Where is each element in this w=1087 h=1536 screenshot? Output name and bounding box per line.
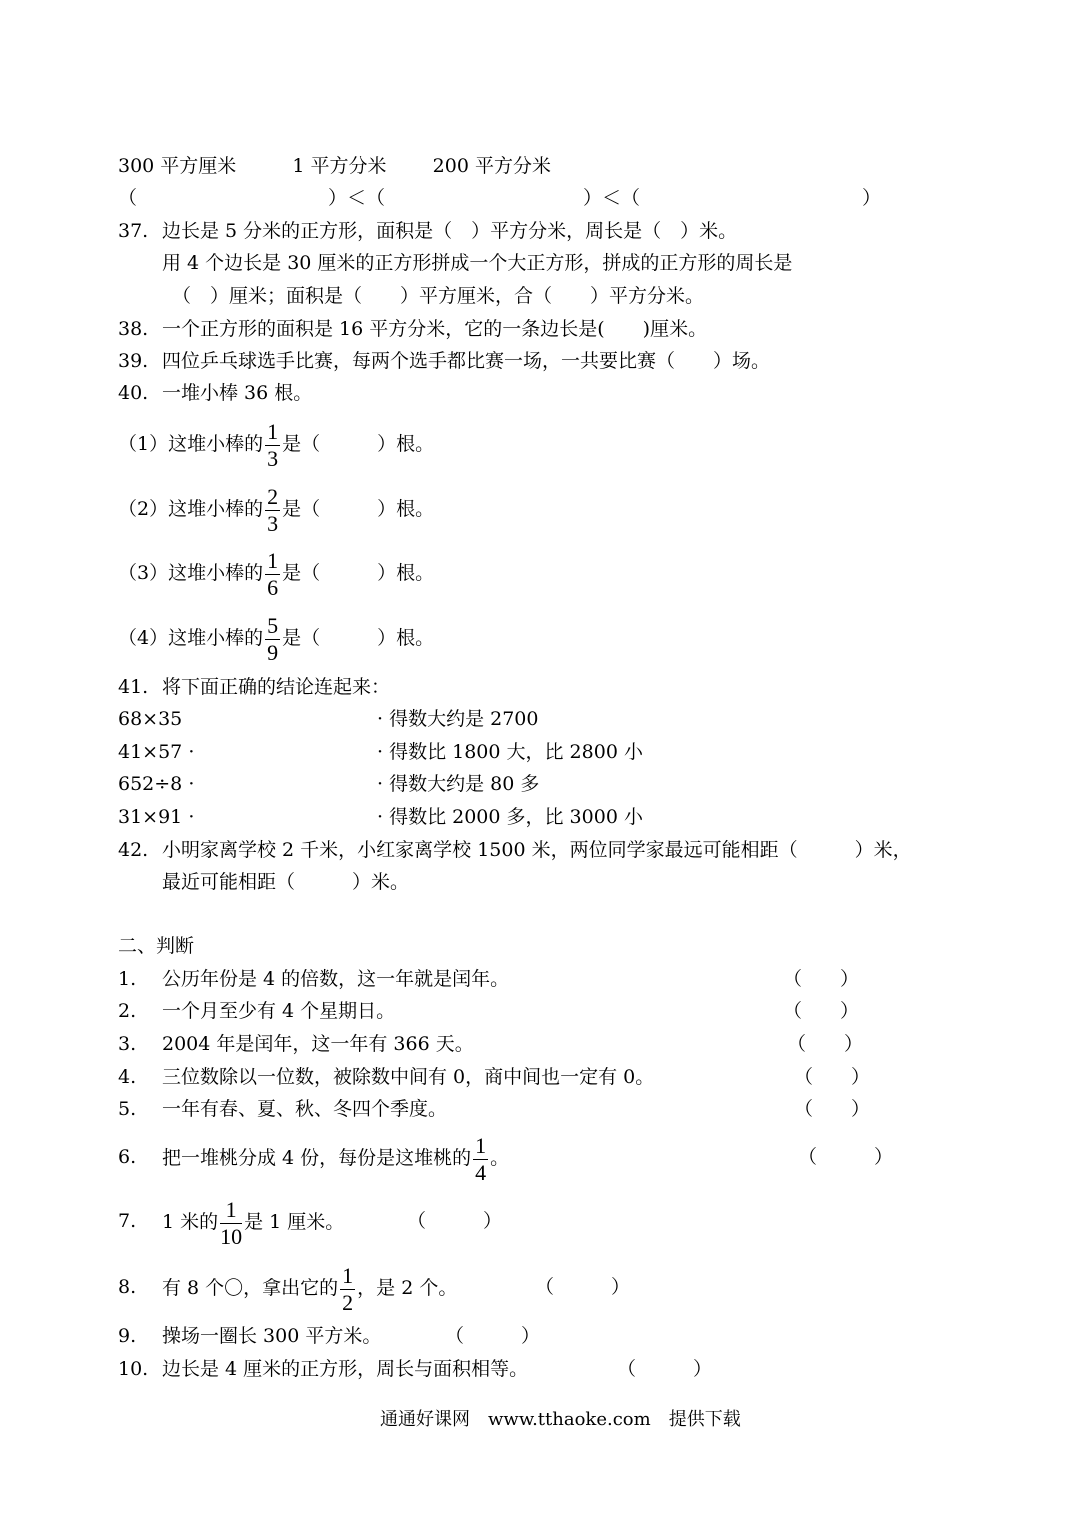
- q40-item-3: [118, 544, 434, 602]
- judge-2-text: 一个月至少有 4 个星期日。: [162, 1000, 396, 1022]
- q40-number: 40.: [118, 382, 149, 404]
- judge-4-text: 三位数除以一位数，被除数中间有 0，商中间也一定有 0。: [162, 1066, 655, 1088]
- unit-3: 200 平方分米: [432, 155, 551, 177]
- units-line: [118, 157, 551, 176]
- q41-right-3: · 得数大约是 80 多: [377, 773, 540, 795]
- q40-item-3-tail: 是（ ）根。: [282, 562, 435, 584]
- judge-7-paren: （ ）: [407, 1210, 503, 1232]
- q39-text: 四位乒乓球选手比赛，每两个选手都比赛一场，一共要比赛（ ）场。: [162, 350, 771, 372]
- judge-10-number: 10.: [118, 1358, 149, 1380]
- q40-item-3-label: （3）这堆小棒的: [118, 562, 264, 584]
- judge-2-paren: （ ）: [783, 1000, 860, 1022]
- q41-left-1: 68×35: [118, 708, 183, 730]
- q37-number: 37.: [118, 220, 149, 242]
- judge-1-text: 公历年份是 4 的倍数，这一年就是闰年。: [162, 968, 510, 990]
- judge-6-paren: （ ）: [798, 1146, 894, 1168]
- q37-line-2: 用 4 个边长是 30 厘米的正方形拼成一个大正方形，拼成的正方形的周长是: [162, 252, 793, 274]
- q37-line-1: 边长是 5 分米的正方形，面积是（ ）平方分米，周长是（ ）米。: [162, 220, 738, 242]
- judge-3-text: 2004 年是闰年，这一年有 366 天。: [162, 1033, 474, 1055]
- judge-7-text: 1 米的 $\frac{1}{10}$ 是 1 厘米。: [162, 1196, 345, 1249]
- q41-left-2: 41×57 ·: [118, 741, 195, 763]
- judge-8-number: 8.: [118, 1276, 137, 1298]
- unit-1: 300 平方厘米: [118, 155, 237, 177]
- q40-item-4: [118, 609, 434, 667]
- q40-item-1-label: （1）这堆小棒的: [118, 433, 264, 455]
- judge-6-number: 6.: [118, 1146, 137, 1168]
- fraction: $\frac{2}{3}$: [267, 483, 279, 536]
- q40-item-2-label: （2）这堆小棒的: [118, 498, 264, 520]
- fraction: $\frac{1}{10}$: [220, 1196, 243, 1249]
- q40-item-1-tail: 是（ ）根。: [282, 433, 435, 455]
- judge-3-paren: （ ）: [787, 1033, 864, 1055]
- fraction: $\frac{1}{3}$: [267, 418, 279, 471]
- q40-item-2: [118, 480, 434, 538]
- judge-9-number: 9.: [118, 1325, 137, 1347]
- judge-8-paren: （ ）: [535, 1276, 631, 1298]
- judge-7-number: 7.: [118, 1210, 137, 1232]
- q38-text: 一个正方形的面积是 16 平方分米，它的一条边长是( )厘米。: [162, 318, 708, 340]
- q42-number: 42.: [118, 839, 149, 861]
- paren-open: （: [118, 187, 138, 209]
- q41-number: 41.: [118, 676, 149, 698]
- fraction: $\frac{1}{2}$: [342, 1262, 354, 1315]
- section2-title: 二、判断: [118, 935, 195, 957]
- judge-4-paren: （ ）: [794, 1066, 871, 1088]
- q41-right-2: · 得数比 1800 大，比 2800 小: [377, 741, 643, 763]
- judge-6-text: 把一堆桃分成 4 份，每份是这堆桃的 $\frac{1}{4}$ 。: [162, 1132, 510, 1185]
- judge-1-paren: （ ）: [783, 968, 860, 990]
- q37-line-3: （ ）厘米；面积是（ ）平方厘米，合（ ）平方分米。: [172, 285, 705, 307]
- q40-item-2-tail: 是（ ）根。: [282, 498, 435, 520]
- compare-lt-1: ）＜（: [328, 187, 386, 209]
- fraction: $\frac{1}{6}$: [267, 547, 279, 600]
- compare-line: [118, 189, 137, 208]
- q41-right-4: · 得数比 2000 多，比 3000 小: [377, 806, 643, 828]
- judge-9-text: 操场一圈长 300 平方米。: [162, 1325, 382, 1347]
- q40-text: 一堆小棒 36 根。: [162, 382, 313, 404]
- q38-number: 38.: [118, 318, 149, 340]
- q41-right-1: · 得数大约是 2700: [377, 708, 539, 730]
- footer-text: 通通好课网 www.tthaoke.com 提供下载: [380, 1409, 741, 1430]
- q41-text: 将下面正确的结论连起来：: [162, 676, 391, 698]
- q41-left-3: 652÷8 ·: [118, 773, 195, 795]
- judge-3-number: 3.: [118, 1033, 137, 1055]
- judge-5-text: 一年有春、夏、秋、冬四个季度。: [162, 1098, 448, 1120]
- q40-item-4-tail: 是（ ）根。: [282, 627, 435, 649]
- compare-close: ）: [862, 187, 882, 209]
- judge-9-paren: （ ）: [445, 1325, 541, 1347]
- q42-line-2: 最近可能相距（ ）米。: [162, 871, 410, 893]
- q39-number: 39.: [118, 350, 149, 372]
- judge-5-number: 5.: [118, 1098, 137, 1120]
- judge-2-number: 2.: [118, 1000, 137, 1022]
- judge-10-text: 边长是 4 厘米的正方形，周长与面积相等。: [162, 1358, 529, 1380]
- judge-4-number: 4.: [118, 1066, 137, 1088]
- fraction: $\frac{1}{4}$: [475, 1132, 487, 1185]
- unit-2: 1 平方分米: [292, 155, 387, 177]
- q42-line-1: 小明家离学校 2 千米，小红家离学校 1500 米，两位同学家最远可能相距（ ）米，: [162, 839, 912, 861]
- judge-8-text: 有 8 个〇，拿出它的 $\frac{1}{2}$ ，是 2 个。: [162, 1262, 458, 1315]
- q41-left-4: 31×91 ·: [118, 806, 195, 828]
- compare-lt-2: ）＜（: [583, 187, 641, 209]
- judge-10-paren: （ ）: [617, 1358, 713, 1380]
- q40-item-1: [118, 415, 434, 473]
- fraction: $\frac{5}{9}$: [267, 612, 279, 665]
- judge-5-paren: （ ）: [794, 1098, 871, 1120]
- q40-item-4-label: （4）这堆小棒的: [118, 627, 264, 649]
- judge-1-number: 1.: [118, 968, 137, 990]
